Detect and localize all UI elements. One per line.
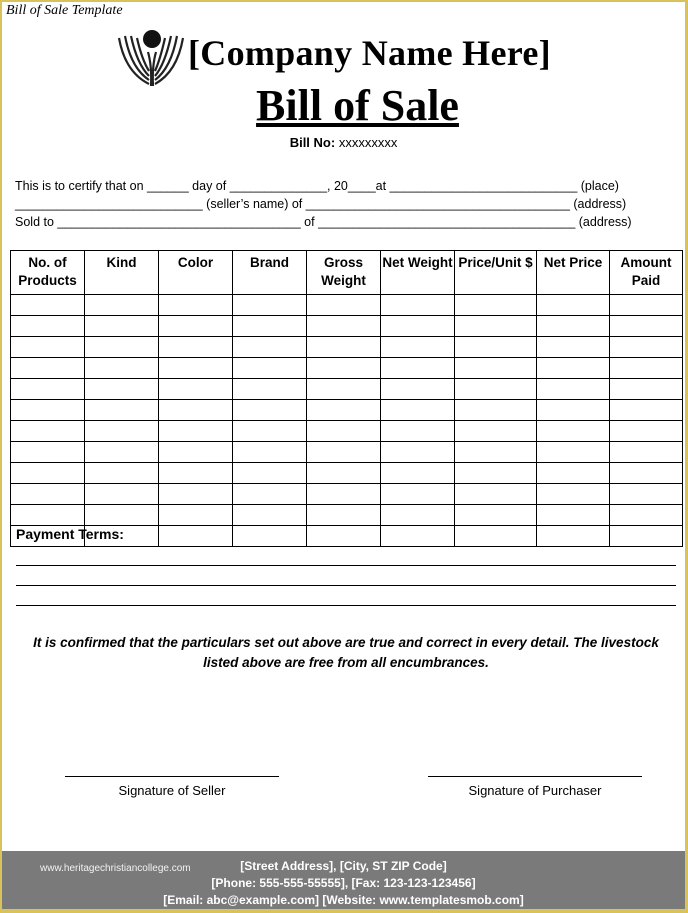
- table-cell[interactable]: [537, 526, 610, 547]
- table-cell[interactable]: [159, 421, 233, 442]
- footer-contact: [2, 858, 685, 909]
- table-cell[interactable]: [85, 421, 159, 442]
- company-logo-icon: [115, 28, 187, 88]
- table-cell[interactable]: [455, 400, 537, 421]
- table-cell[interactable]: [537, 484, 610, 505]
- document-page: [2, 2, 685, 909]
- table-cell[interactable]: [455, 358, 537, 379]
- table-cell[interactable]: [233, 337, 307, 358]
- table-cell[interactable]: [307, 505, 381, 526]
- table-cell[interactable]: [381, 295, 455, 316]
- watermark-text: www.heritagechristiancollege.com: [40, 863, 191, 874]
- column-header: Brand: [233, 251, 307, 295]
- table-cell[interactable]: [233, 400, 307, 421]
- table-row: [11, 484, 683, 505]
- column-header: Price/Unit $: [455, 251, 537, 295]
- seller-signature: [57, 768, 287, 798]
- table-cell[interactable]: [537, 463, 610, 484]
- table-cell[interactable]: [159, 316, 233, 337]
- column-header: Color: [159, 251, 233, 295]
- table-cell[interactable]: [85, 484, 159, 505]
- table-cell[interactable]: [233, 358, 307, 379]
- table-row: [11, 463, 683, 484]
- confirmation-statement: It is confirmed that the particulars set out above are true and correct in every detail. The livestock listed above are free from all encumbrances.: [33, 635, 659, 670]
- table-cell[interactable]: [455, 484, 537, 505]
- table-cell[interactable]: [307, 379, 381, 400]
- table-cell[interactable]: [610, 358, 683, 379]
- table-cell[interactable]: [159, 505, 233, 526]
- table-cell[interactable]: [159, 400, 233, 421]
- payment-terms-line[interactable]: [16, 585, 676, 586]
- company-name: [Company Name Here]: [188, 33, 551, 73]
- table-cell[interactable]: [610, 295, 683, 316]
- purchaser-signature-label: Signature of Purchaser: [468, 783, 602, 798]
- table-cell[interactable]: [610, 463, 683, 484]
- table-cell[interactable]: [537, 337, 610, 358]
- table-cell[interactable]: [11, 442, 85, 463]
- table-cell[interactable]: [610, 421, 683, 442]
- table-cell[interactable]: [85, 379, 159, 400]
- table-cell[interactable]: [85, 358, 159, 379]
- table-cell[interactable]: [455, 337, 537, 358]
- seller-signature-label: Signature of Seller: [118, 783, 226, 798]
- table-cell[interactable]: [381, 316, 455, 337]
- table-cell[interactable]: [307, 421, 381, 442]
- table-cell[interactable]: [233, 379, 307, 400]
- certification-line-1: This is to certify that on ______ day of ______________, 20____at ___________________________ (place): [15, 179, 619, 193]
- table-cell[interactable]: [307, 400, 381, 421]
- table-row: [11, 316, 683, 337]
- table-cell[interactable]: [610, 505, 683, 526]
- table-cell[interactable]: [159, 442, 233, 463]
- table-cell[interactable]: [85, 337, 159, 358]
- table-cell[interactable]: [381, 358, 455, 379]
- table-cell[interactable]: [233, 421, 307, 442]
- table-cell[interactable]: [159, 358, 233, 379]
- table-cell[interactable]: [307, 484, 381, 505]
- document-title: [2, 80, 685, 131]
- table-cell[interactable]: [381, 421, 455, 442]
- table-row: [11, 358, 683, 379]
- payment-terms-line[interactable]: [16, 605, 676, 606]
- table-cell[interactable]: [233, 295, 307, 316]
- table-cell[interactable]: [11, 358, 85, 379]
- table-cell[interactable]: [455, 463, 537, 484]
- table-cell[interactable]: [11, 505, 85, 526]
- seller-signature-line[interactable]: [65, 768, 279, 777]
- table-cell[interactable]: [11, 400, 85, 421]
- table-cell[interactable]: [455, 379, 537, 400]
- table-cell[interactable]: [233, 463, 307, 484]
- table-cell[interactable]: [233, 526, 307, 547]
- table-cell[interactable]: [610, 400, 683, 421]
- table-cell[interactable]: [307, 526, 381, 547]
- table-cell[interactable]: [610, 337, 683, 358]
- table-cell[interactable]: [381, 484, 455, 505]
- column-header: Gross Weight: [307, 251, 381, 295]
- table-cell[interactable]: [11, 316, 85, 337]
- bill-number: [2, 135, 685, 150]
- table-cell[interactable]: [455, 442, 537, 463]
- footer-phone-fax: [Phone: 555-555-55555], [Fax: 123-123-123456]: [211, 876, 476, 890]
- table-cell[interactable]: [537, 358, 610, 379]
- table-cell[interactable]: [11, 295, 85, 316]
- table-cell[interactable]: [159, 337, 233, 358]
- footer: [2, 851, 685, 909]
- table-cell[interactable]: [381, 463, 455, 484]
- table-cell[interactable]: [455, 316, 537, 337]
- certification-block: [15, 177, 665, 231]
- template-title: Bill of Sale Template: [6, 3, 123, 18]
- column-header: Kind: [85, 251, 159, 295]
- purchaser-signature-line[interactable]: [428, 768, 642, 777]
- table-cell[interactable]: [85, 295, 159, 316]
- table-row: [11, 379, 683, 400]
- table-cell[interactable]: [85, 316, 159, 337]
- column-header: No. of Products: [11, 251, 85, 295]
- table-cell[interactable]: [537, 442, 610, 463]
- table-cell[interactable]: [537, 379, 610, 400]
- table-cell[interactable]: [455, 505, 537, 526]
- table-cell[interactable]: [537, 316, 610, 337]
- table-cell[interactable]: [537, 421, 610, 442]
- table-cell[interactable]: [610, 379, 683, 400]
- payment-terms-label: Payment Terms:: [16, 526, 124, 542]
- table-cell[interactable]: [537, 295, 610, 316]
- table-cell[interactable]: [610, 484, 683, 505]
- table-cell[interactable]: [381, 505, 455, 526]
- table-cell[interactable]: [610, 316, 683, 337]
- table-cell[interactable]: [610, 526, 683, 547]
- certification-line-2: ___________________________ (seller’s name) of ______________________________________ (address): [15, 197, 627, 211]
- table-cell[interactable]: [233, 505, 307, 526]
- items-table: [10, 250, 683, 547]
- table-cell[interactable]: [307, 295, 381, 316]
- table-cell[interactable]: [11, 337, 85, 358]
- table-row: [11, 442, 683, 463]
- table-row: [11, 295, 683, 316]
- table-cell[interactable]: [159, 379, 233, 400]
- table-cell[interactable]: [537, 505, 610, 526]
- payment-terms-line[interactable]: [16, 565, 676, 566]
- table-cell[interactable]: [11, 379, 85, 400]
- table-cell[interactable]: [85, 505, 159, 526]
- table-row: [11, 400, 683, 421]
- table-cell[interactable]: [307, 316, 381, 337]
- table-cell[interactable]: [85, 400, 159, 421]
- column-header: Net Price: [537, 251, 610, 295]
- table-cell[interactable]: [307, 358, 381, 379]
- table-header-row: [11, 251, 683, 295]
- table-cell[interactable]: [11, 463, 85, 484]
- column-header: Amount Paid: [610, 251, 683, 295]
- purchaser-signature: [420, 768, 650, 798]
- table-cell[interactable]: [381, 442, 455, 463]
- table-cell[interactable]: [455, 421, 537, 442]
- table-cell[interactable]: [159, 295, 233, 316]
- table-cell[interactable]: [11, 421, 85, 442]
- table-cell[interactable]: [233, 316, 307, 337]
- table-cell[interactable]: [159, 484, 233, 505]
- table-cell[interactable]: [381, 337, 455, 358]
- certification-line-3: Sold to ___________________________________ of _____________________________________ (address): [15, 215, 632, 229]
- table-cell[interactable]: [610, 442, 683, 463]
- table-cell[interactable]: [11, 484, 85, 505]
- table-cell[interactable]: [307, 337, 381, 358]
- table-cell[interactable]: [381, 526, 455, 547]
- table-cell[interactable]: [307, 463, 381, 484]
- table-cell[interactable]: [381, 400, 455, 421]
- table-cell[interactable]: [537, 400, 610, 421]
- table-row: [11, 337, 683, 358]
- bill-number-label: Bill No:: [289, 135, 336, 150]
- table-cell[interactable]: [455, 526, 537, 547]
- table-cell[interactable]: [381, 379, 455, 400]
- table-row: [11, 421, 683, 442]
- table-cell[interactable]: [233, 484, 307, 505]
- table-row: [11, 505, 683, 526]
- table-cell[interactable]: [307, 442, 381, 463]
- table-cell[interactable]: [159, 526, 233, 547]
- table-cell[interactable]: [233, 442, 307, 463]
- footer-address: [Street Address], [City, ST ZIP Code]: [240, 859, 447, 873]
- table-cell[interactable]: [85, 463, 159, 484]
- table-cell[interactable]: [85, 442, 159, 463]
- footer-email-website: [Email: abc@example.com] [Website: www.templatesmob.com]: [163, 893, 524, 907]
- items-table-body: [11, 295, 683, 547]
- column-header: Net Weight: [381, 251, 455, 295]
- table-cell[interactable]: [455, 295, 537, 316]
- bill-number-value: xxxxxxxxx: [338, 135, 398, 150]
- table-cell[interactable]: [159, 463, 233, 484]
- document-title-text: Bill of Sale: [256, 81, 459, 130]
